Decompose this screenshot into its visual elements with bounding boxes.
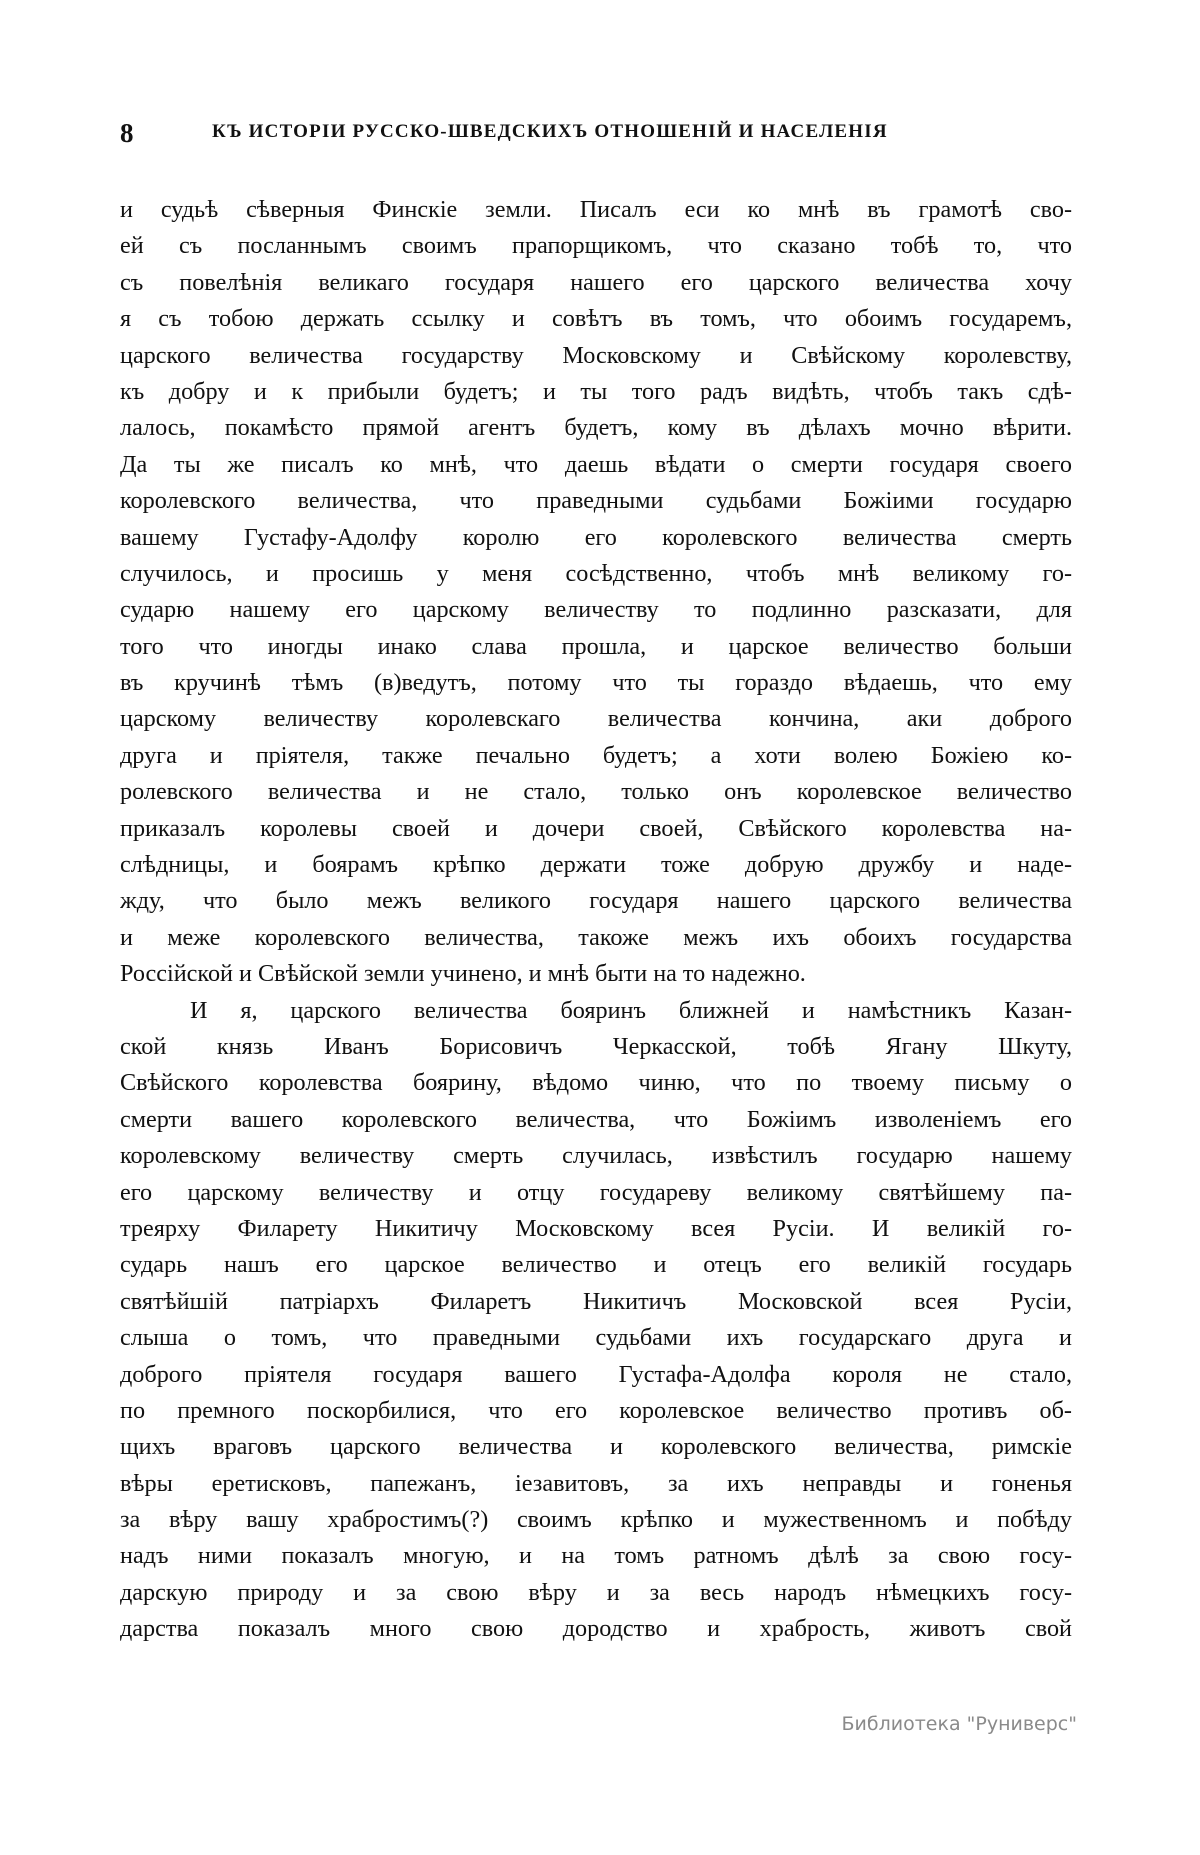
- text-line: по премного поскорбилися, что его королевское величество противъ об-: [120, 1396, 1072, 1424]
- text-line: И я, царского величества бояринъ ближней и намѣстникъ Казан-: [190, 996, 1072, 1024]
- text-line: ролевского величества и не стало, только онъ королевское величество: [120, 778, 1072, 806]
- text-line: царскому величеству королевскаго величества кончина, аки доброго: [120, 705, 1072, 733]
- library-watermark: Библиотека "Руниверс": [841, 1713, 1077, 1735]
- text-line: ей съ посланнымъ своимъ прапорщикомъ, что сказано тобѣ то, что: [120, 232, 1072, 260]
- text-line: треярху Филарету Никитичу Московскому всея Русіи. И великій го-: [120, 1214, 1072, 1242]
- text-line: сударю нашему его царскому величеству то подлинно разсказати, для: [120, 596, 1072, 624]
- text-line: вашему Густафу-Адолфу королю его королевского величества смерть: [120, 523, 1072, 551]
- page-header: [120, 118, 1070, 158]
- text-line: и меже королевского величества, такоже межъ ихъ обоихъ государства: [120, 923, 1072, 951]
- text-line: и судьѣ сѣверныя Финскіе земли. Писалъ еси ко мнѣ въ грамотѣ сво-: [120, 196, 1072, 223]
- text-line: съ повелѣнія великаго государя нашего его царского величества хочу: [120, 268, 1072, 296]
- text-line: того что иногды инако слава прошла, и царское величество больши: [120, 632, 1072, 660]
- text-line: доброго пріятеля государя вашего Густафа-Адолфа короля не стало,: [120, 1360, 1072, 1388]
- text-line: смерти вашего королевского величества, что Божіимъ изволеніемъ его: [120, 1105, 1072, 1133]
- text-line: Да ты же писалъ ко мнѣ, что даешь вѣдати о смерти государя своего: [120, 450, 1072, 478]
- text-line: друга и пріятеля, также печально будетъ; а хоти волею Божіею ко-: [120, 741, 1072, 769]
- text-line: Россійской и Свѣйской земли учинено, и мнѣ быти на то надежно.: [120, 960, 806, 988]
- text-line: Свѣйского королевства боярину, вѣдомо чиню, что по твоему письму о: [120, 1069, 1072, 1097]
- text-line: царского величества государству Московскому и Свѣйскому королевству,: [120, 341, 1072, 369]
- page-number: 8: [120, 118, 134, 148]
- text-line: вѣры еретисковъ, папежанъ, іезавитовъ, за ихъ неправды и гоненья: [120, 1469, 1072, 1497]
- text-line: дарскую природу и за свою вѣру и за весь народъ нѣмецкихъ госу-: [120, 1578, 1072, 1606]
- text-line: его царскому величеству и отцу государеву великому святѣйшему па-: [120, 1178, 1072, 1206]
- text-line: королевского величества, что праведными судьбами Божіими государю: [120, 487, 1072, 515]
- text-line: слыша о томъ, что праведными судьбами ихъ государскаго друга и: [120, 1324, 1072, 1352]
- text-line: лалось, покамѣсто прямой агентъ будетъ, кому въ дѣлахъ мочно вѣрити.: [120, 414, 1072, 442]
- text-line: я съ тобою держать ссылку и совѣтъ въ томъ, что обоимъ государемъ,: [120, 305, 1072, 333]
- text-line: случилось, и просишь у меня сосѣдственно, чтобъ мнѣ великому го-: [120, 559, 1072, 587]
- running-title: КЪ ИСТОРІИ РУССКО-ШВЕДСКИХЪ ОТНОШЕНІЙ И НАСЕЛЕНІЯ: [212, 121, 888, 142]
- body-text: [120, 192, 1072, 1648]
- text-line: надъ ними показалъ многую, и на томъ ратномъ дѣлѣ за свою госу-: [120, 1542, 1072, 1570]
- text-line: дарства показалъ много свою дородство и храбрость, животъ свой: [120, 1615, 1072, 1643]
- text-line: святѣйшій патріархъ Филаретъ Никитичъ Московской всея Русіи,: [120, 1287, 1072, 1315]
- text-line: приказалъ королевы своей и дочери своей, Свѣйского королевства на-: [120, 814, 1072, 842]
- text-line: жду, что было межъ великого государя нашего царского величества: [120, 887, 1072, 915]
- text-line: въ кручинѣ тѣмъ (в)ведутъ, потому что ты гораздо вѣдаешь, что ему: [120, 669, 1072, 697]
- text-line: сударь нашъ его царское величество и отецъ его великій государь: [120, 1251, 1072, 1279]
- text-line: за вѣру вашу храбростимъ(?) своимъ крѣпко и мужественномъ и побѣду: [120, 1506, 1072, 1534]
- text-line: ской князь Иванъ Борисовичъ Черкасской, тобѣ Ягану Шкуту,: [120, 1032, 1072, 1060]
- text-line: королевскому величеству смерть случилась, извѣстилъ государю нашему: [120, 1142, 1072, 1170]
- text-line: къ добру и к прибыли будетъ; и ты того радъ видѣть, чтобъ такъ сдѣ-: [120, 377, 1072, 405]
- text-line: слѣдницы, и боярамъ крѣпко держати тоже добрую дружбу и наде-: [120, 851, 1072, 879]
- text-line: щихъ враговъ царского величества и королевского величества, римскіе: [120, 1433, 1072, 1461]
